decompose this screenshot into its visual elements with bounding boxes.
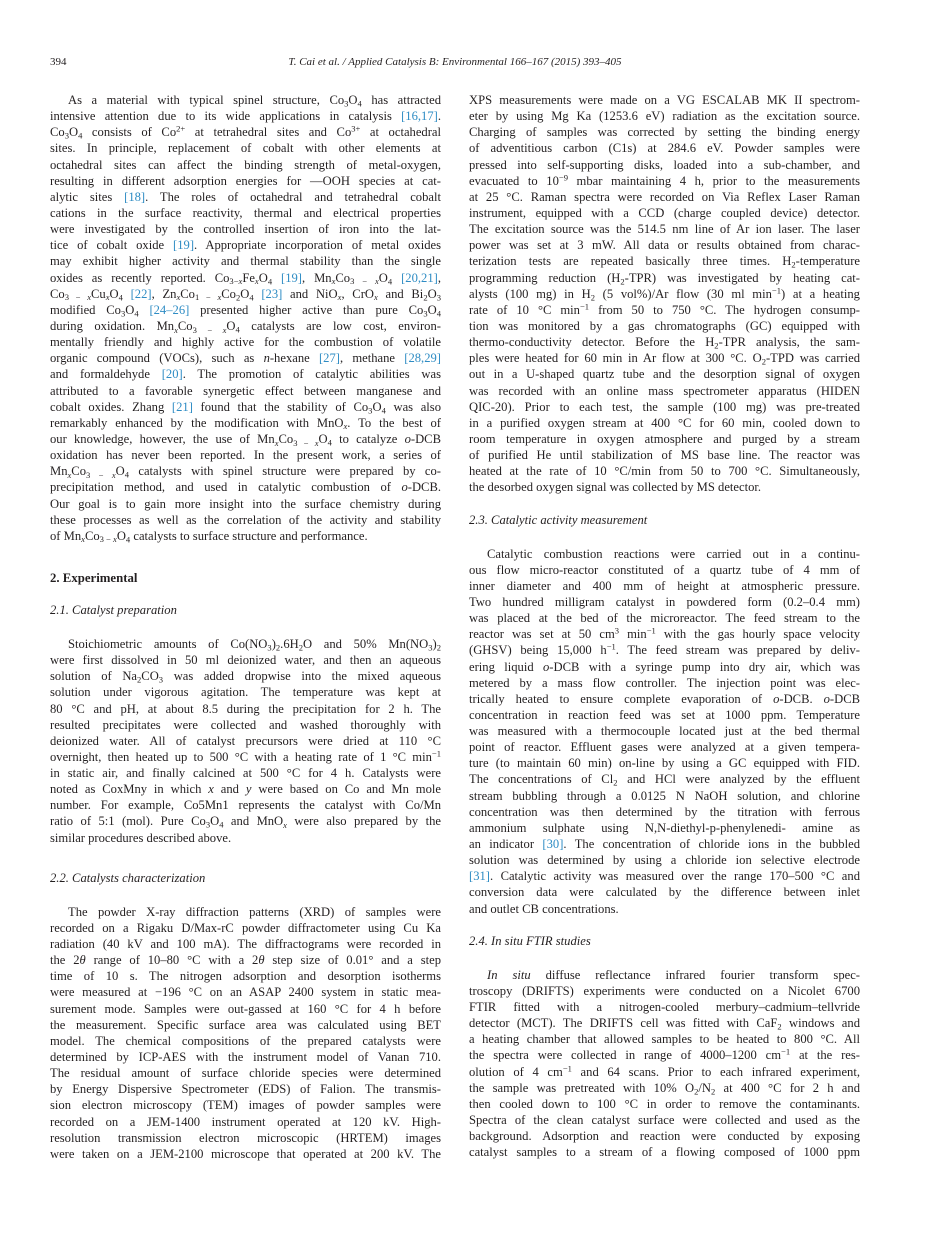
text-line: background. Adsorption and reaction were conducted by exposing [469, 1129, 860, 1144]
text-line: tion was monitored by a gas chromatographs (GC) equipped with [469, 318, 860, 333]
text-line: intensive attention due to its wide applications in catalysis [16,17]. [50, 109, 441, 124]
text-line: stream bubbling through a 0.0125 N NaOH solution, and chlorine [469, 788, 860, 803]
subscript: 2 [694, 1086, 699, 1096]
text-line: by Energy Dispersive Spectrometer (EDS) of Falion. The transmis- [50, 1082, 441, 1097]
text-line: cobalt oxides. Zhang [21] found that the stability of $Co_3O_4$ was also [50, 399, 441, 415]
paragraph [469, 92, 860, 496]
subsection-heading: 2.2. Catalysts characterization [50, 870, 206, 885]
text-line: concentration was then determined by the titration with ferrous [469, 804, 860, 819]
text-line: Charging of samples was corrected by setting the binding energy [469, 125, 860, 140]
text-line: resolution transmission electron microscopic (HRTEM) images [50, 1130, 441, 1145]
subscript [374, 292, 378, 302]
italic-text: o [823, 691, 830, 706]
text-line: reactor was set at 50 $cm^3$ $\min^{-1}$ with the gas hourly space velocity [469, 626, 860, 642]
text-line: mentally friendly and highly active for the combustion of volatile [50, 335, 441, 350]
italic-text: o [404, 431, 411, 446]
italic-text: θ [258, 953, 265, 968]
text-line: rate of 10 °C $\min^{-1}$ from 50 to 750 °C. The hydrogen consump- [469, 301, 860, 317]
citation-link[interactable]: [30] [542, 837, 564, 852]
text-line: number. For example, Co5Mn1 represents the catalyst with Co/Mn [50, 798, 441, 813]
superscript: −1 [781, 1047, 791, 1057]
text-line: troscopy (DRIFTS) experiments were conducted on a Nicolet 6700 [469, 983, 860, 998]
text-line: were taken on a JEM-2100 microscope that operated at 200 kV. The [50, 1146, 441, 1161]
text-line: $Mn_xCo_{3 - x}O_4$ catalysts with spinel structure were prepared by co- [50, 464, 441, 480]
text-line: precipitation method, and used in catalytic combustion of o-DCB. [50, 480, 441, 495]
italic-text: x [343, 421, 348, 431]
subscript: 3 [158, 674, 164, 685]
text-line: out in a U-shaped quartz tube and the desorption signal of oxygen [469, 367, 860, 382]
subscript: 2 [761, 356, 766, 367]
text-line: radiation (40 kV and 100 mA). The diffractograms were recorded in [50, 937, 441, 952]
text-line: model. The chemical compositions of the prepared catalysts were [50, 1033, 441, 1048]
text-line: was placed at the bed of the microreactor. The feed stream to the [469, 611, 860, 626]
text-line: our knowledge, however, the use of $Mn_xCo_{3 - x}O_4$ to catalyze o-DCB [50, 431, 441, 448]
subscript [176, 292, 180, 302]
subscript: 3 [267, 642, 272, 653]
text-line: resulted precipitates were collected and washed thoroughly with [50, 717, 441, 732]
subscript: 3 − x [192, 324, 227, 335]
subscript: 4 [387, 276, 393, 286]
subscript [275, 438, 279, 448]
text-line: eter by using Mg Ka (1253.6 eV) radiation as the excitation source. [469, 109, 860, 124]
italic-text: o [773, 691, 780, 706]
subscript: 2 [298, 642, 303, 653]
subsection-heading: 2.1. Catalyst preparation [50, 602, 177, 617]
section-heading: 2. Experimental [50, 570, 138, 585]
text-line: was measured with a thermocouple located just at the bed thermal [469, 724, 860, 739]
text-line: at 25 °C. Raman spectra were recorded on Via Reflex Laser Raman [469, 189, 860, 204]
text-line: Spectra of the clean catalyst surface were collected and used as the [469, 1113, 860, 1128]
subscript: 2 [613, 778, 618, 788]
subscript: 3 [205, 820, 211, 830]
text-line: overnight, then heated up to 500 °C with a heating rate of 1 °C $\min^{-1}$ [50, 748, 441, 764]
text-line: metered by a mass flow controller. The injection point was elec- [469, 675, 860, 690]
subscript: 3 − x [293, 437, 319, 448]
italic-text: x [217, 292, 222, 302]
italic-text: x [81, 534, 85, 544]
text-line: ammonium sulphate using N,N-diethyl-p-phenylenedi- amine as [469, 820, 860, 835]
text-line: the spectra were collected in range of 4000–1200 $cm^{-1}$ at the res- [469, 1047, 860, 1063]
text-line: time of 10 s. The nitrogen adsorption and desorption isotherms [50, 969, 441, 984]
subscript: 2 [791, 259, 796, 270]
subscript: 4 [124, 469, 129, 480]
subscript [343, 421, 347, 431]
text-line: and outlet CB concentrations. [469, 901, 619, 916]
text-line: were measured at −196 °C on an ASAP 2400 system in static mea- [50, 985, 441, 1000]
text-line: may exhibit higher activity and thermal stability than the single [50, 254, 441, 269]
text-line: sion electron microscopy (TEM) images of powder samples were [50, 1098, 441, 1113]
paragraph [469, 546, 860, 917]
text-line: evacuated to $10^{-9}$ mbar maintaining 4 h, prior to the measurements [469, 172, 860, 188]
citation-link[interactable]: [28,29] [404, 351, 441, 366]
citation-link[interactable]: [19] [281, 270, 302, 285]
italic-text: x [283, 820, 287, 830]
text-line: in static air, and finally calcined at 500 °C for 4 h. Catalysts were [50, 766, 441, 781]
text-line: (GHSV) being 15,000 $h^{-1}$. The feed stream was prepared by deliv- [469, 642, 860, 658]
subsection-heading: 2.3. Catalytic activity measurement [469, 512, 648, 527]
italic-text: x [331, 276, 336, 286]
subscript [174, 325, 178, 335]
text-line: terization tests are repeated basically three times. $H_2$-temperature [469, 254, 860, 270]
text-line: a heating chamber that allowed samples to be heated to 800 °C. All [469, 1032, 860, 1047]
paragraph [50, 92, 441, 544]
subscript [81, 534, 85, 544]
text-line: of adventitious carbon (C1s) at 284.6 eV. Powder samples were [469, 141, 860, 156]
text-line: of $Mn_xCo_{3 - x}O_4$ catalysts to surface structure and performance. [50, 528, 368, 544]
text-line: room temperature in oxygen atmosphere and purged by a stream [469, 431, 860, 446]
subscript: 2 [275, 642, 281, 653]
text-line: ples were heated for 60 min in Ar flow at 300 °C. $O_2$-TPD was carried [469, 351, 860, 367]
citation-link[interactable]: [22] [130, 286, 152, 301]
text-line: In situ diffuse reflectance infrared fourier transform spec- [487, 967, 860, 982]
subscript: 4 [327, 437, 332, 448]
subscript: 2 [711, 1086, 716, 1096]
subscript: 3 − x [64, 292, 91, 302]
subscript: 4 [118, 292, 123, 302]
italic-text: o [401, 480, 408, 495]
text-line: olution of 4 $cm^{-1}$ and 64 scans. Prior to each infrared experiment, [469, 1063, 860, 1079]
text-line: were investigated by the controlled insertion of iron into the lat- [50, 222, 441, 237]
subscript: 3 − x [86, 469, 116, 480]
superscript: 3 [614, 626, 620, 636]
text-line: pressed into self-supporting disks, loaded into a sub-chamber, and [469, 157, 860, 172]
left-column [50, 92, 441, 1162]
text-line: catalyst samples to a stream of a flowing composed of 1000 ppm [469, 1145, 860, 1160]
subscript: 4 [381, 405, 386, 415]
text-line: Our goal is to gain more insight into the surface chemistry during [50, 496, 441, 511]
italic-text: x [274, 437, 279, 448]
subscript [68, 470, 72, 480]
text-line: ering liquid o-DCB with a syringe pump into dry air, which was [469, 659, 860, 674]
superscript: −1 [431, 748, 441, 759]
text-line: instrument, equipped with a CCD (charge coupled device) detector. [469, 205, 860, 220]
citation-link[interactable]: [31] [469, 869, 490, 884]
text-line: cations in the surface reactivity, thermal and electrical properties [50, 205, 441, 220]
text-line: The powder X-ray diffraction patterns (XRD) of samples were [68, 904, 441, 919]
text-line: tice of cobalt oxide [19]. Appropriate incorporation of metal oxides [50, 238, 441, 253]
italic-text: x [238, 276, 243, 286]
subscript [106, 292, 110, 302]
text-line: were first dissolved in 50 ml deionized water, and then an aqueous [50, 653, 441, 668]
paragraph [469, 967, 860, 1161]
subscript: 3 [344, 98, 349, 109]
text-line: surement mode. Samples were out-gassed at 160 °C for 4 h before [50, 1001, 441, 1016]
text-line: Stoichiometric amounts of $Co(NO_3)_2.6H_2O$ and 50% $Mn(NO_3)_2$ [68, 636, 441, 653]
italic-text: x [254, 276, 259, 286]
paragraph [50, 904, 441, 1162]
superscript: −9 [558, 172, 568, 182]
subscript: 3 [436, 292, 441, 302]
subscript: 2 [777, 1021, 782, 1032]
italic-text: x [174, 324, 178, 335]
superscript: −1 [606, 642, 616, 652]
subscript: 4 [235, 324, 240, 335]
citation-link[interactable]: [16,17] [401, 109, 438, 124]
italic-text: n [263, 351, 270, 366]
text-line: of purified He until stabilization of MS base line. The reactor was [469, 448, 860, 463]
text-line: remarkably enhanced by the modification with MnO$_x$. To the best of [50, 415, 441, 431]
text-line: attributed to a favorable synergetic effect between manganese and [50, 383, 441, 398]
text-line: XPS measurements were made on a VG ESCALAB MK II spectrom- [469, 93, 860, 107]
subscript: 4 [125, 534, 131, 544]
subscript: 2 [235, 292, 241, 302]
superscript: −1 [579, 301, 590, 312]
paragraph [50, 636, 441, 846]
subscript [338, 292, 342, 302]
text-line: noted as CoxMny in which x and y were based on Co and Mn mole [50, 782, 441, 797]
subscript: 2 [436, 642, 441, 653]
subscript: 4 [267, 276, 273, 286]
text-line: conversion data were calculated by the difference between inlet [469, 885, 860, 900]
citation-link[interactable]: [20] [161, 367, 183, 382]
citation-link[interactable]: [20,21] [401, 270, 438, 285]
text-line: oxidation has never been reported. In the present work, a series of [50, 448, 441, 463]
citation-link[interactable]: [27] [318, 351, 340, 366]
running-header: T. Cai et al. / Applied Catalysis B: Environmental 166–167 (2015) 393–405 [288, 56, 622, 68]
subscript: 4 [249, 292, 254, 302]
text-line: solution was determined by using a chloride ion selective electrode [469, 853, 860, 868]
text-line: concentration in reaction feed was set at 1000 ppm. Temperature [469, 707, 860, 722]
citation-link[interactable]: [19] [173, 238, 195, 253]
right-column [469, 92, 860, 1160]
subscript: 4 [219, 820, 224, 830]
text-line: 80 °C and pH, at about 8.5 during the precipitation for 2 h. The [50, 701, 441, 716]
italic-text: x [374, 292, 378, 302]
superscript: −1 [771, 285, 781, 295]
text-line: thermo-conductivity detector. Before the $H_2$-TPR analysis, the sam- [469, 335, 860, 351]
text-line: programming reduction $(H_2-TPR)$ was investigated by heating cat- [469, 270, 860, 286]
citation-link[interactable]: [18] [124, 189, 146, 204]
italic-text: x [87, 292, 91, 302]
text-line: ous flow micro-reactor constituted of a quartz tube of 4 mm of [469, 562, 860, 577]
text-line: similar procedures described above. [50, 830, 232, 845]
text-line: sites. In principle, replacement of cobalt with other elements at [50, 141, 441, 156]
italic-text: In situ [487, 967, 531, 982]
text-line: recorded on a JEM-1400 instrument operated at 120 kV. High- [50, 1114, 441, 1129]
text-line: the sample was pretreated with 10% $O_2/N_2$ at 400 °C for 2 h and [469, 1080, 860, 1096]
subscript: 2 [423, 292, 428, 302]
italic-text: x [111, 469, 116, 480]
text-line: during oxidation. $Mn_xCo_{3 - x}O_4$ catalysts are low cost, environ- [50, 318, 441, 335]
text-line: Catalytic combustion reactions were carried out in a continu- [487, 546, 860, 561]
text-line: The residual amount of surface chloride species were determined [50, 1066, 441, 1081]
text-line: alytic sites [18]. The roles of octahedral and tetrahedral cobalt [50, 189, 441, 204]
superscript: −1 [562, 1063, 572, 1073]
superscript: 3+ [351, 124, 361, 134]
text-line: and formaldehyde [20]. The promotion of catalytic abilities was [50, 367, 441, 382]
text-line: detector (MCT). The DRIFTS cell was fitted with CaF$_2$ windows and [469, 1016, 860, 1032]
text-line: solution of $Na_2CO_3$ was added dropwise into the mixed aqueous [50, 669, 441, 685]
text-line: organic compound (VOCs), such as n-hexane [27], methane [28,29] [50, 351, 441, 366]
italic-text: θ [79, 953, 86, 968]
subscript: 3 [64, 130, 69, 141]
text-line: octahedral sites can affect the binding strength of metal-oxygen, [50, 157, 441, 172]
text-line: QIC-20). Prior to each test, the sample (100 mg) was pre-treated [469, 399, 860, 414]
subscript [255, 276, 259, 286]
italic-text: x [208, 782, 214, 797]
italic-text: x [176, 292, 181, 302]
text-line: As a material with typical spinel structure, $Co_3O_4$ has attracted [68, 93, 441, 109]
subscript: 2 [137, 674, 142, 685]
text-line: point of reactor. Effluent gases were analyzed at a given tempera- [469, 740, 860, 755]
text-line: FTIR fitted with a nitrogen-cooled merbury–cadmium–tellvride [469, 1000, 860, 1015]
subscript: 3 [423, 308, 428, 318]
subscript: 3 − x [99, 534, 117, 544]
text-line: The excitation source was the 514.5 nm line of Ar ion laser. The laser [469, 222, 860, 237]
text-line: heated at the rate of 10 °C/min from 50 to 700 °C. Simultaneously, [469, 464, 860, 479]
subscript: 3 [368, 405, 373, 415]
subsection-heading: 2.4. In situ FTIR studies [469, 933, 591, 948]
text-line: recorded on a Rigaku D/Max-rC powder diffractometer using Cu Ka [50, 920, 441, 935]
subscript: 4 [78, 130, 83, 141]
subscript: 3 [428, 642, 433, 653]
text-line: these processes as well as the correlation of the activity and stability [50, 512, 441, 527]
text-line: in a purified oxygen stream at 400 °C for 60 min, cooled down to [469, 415, 860, 430]
subscript: 2 [620, 276, 625, 286]
text-line: determined by ICP-AES with the instrument model of Vanan 710. [50, 1050, 441, 1065]
italic-text: x [113, 534, 117, 544]
subscript: 3 − x [350, 276, 379, 286]
text-line: power was set at 3 mW. All data or results obtained from charac- [469, 238, 860, 253]
text-line: $Co_{3 - x}Cu_xO_4$ [22], $Zn_xCo_{1 - x}Co_2O_4$ [23] and NiO$_x$, CrO$_x$ and $Bi_2O_3$ [50, 286, 441, 302]
subscript: 4 [134, 308, 139, 318]
italic-text: x [222, 324, 227, 335]
subscript: 3−x [229, 276, 243, 286]
page-number: 394 [50, 56, 67, 68]
text-line: solution under vigorous agitation. The temperature was kept at [50, 685, 441, 700]
italic-text: y [245, 782, 252, 797]
text-line: The concentrations of $Cl_2$ and HCl were analyzed by the effluent [469, 772, 860, 788]
superscript: 2+ [176, 124, 186, 134]
text-line: inner diameter and 400 mm of height at atmospheric pressure. [469, 578, 860, 593]
subscript: 3 [120, 308, 126, 318]
citation-link[interactable]: [24–26] [149, 302, 190, 317]
text-line: trically heated to ensure complete evaporation of o-DCB. o-DCB [469, 691, 860, 706]
text-line: [31]. Catalytic activity was measured over the range 170–500 °C and [469, 869, 860, 884]
text-line: ture (to maintain 60 min) on-line by using a GC equipped with FID. [469, 756, 860, 771]
italic-text: x [337, 292, 342, 302]
text-line: the measurement. Specific surface area was calculated using BET [50, 1017, 441, 1032]
text-line: the 2θ range of 10–80 °C with a 2θ step size of 0.01° and a step [50, 953, 441, 968]
text-line: deionized water. All of catalyst precursors were dried at 110 °C [50, 733, 441, 748]
italic-text: x [105, 292, 110, 302]
italic-text: o [542, 659, 550, 674]
text-line: then cooled down to 100 °C in order to remove the contaminants. [469, 1096, 860, 1111]
text-line: an indicator [30]. The concentration of chloride ions in the bubbled [469, 837, 860, 852]
text-line: ratio of 5:1 (mol). Pure $Co_3O_4$ and MnO$_x$ were also prepared by the [50, 814, 441, 830]
text-line: $Co_3O_4$ consists of $Co^{2+}$ at tetrahedral sites and $Co^{3+}$ at octahedral [50, 124, 441, 141]
text-line: modified $Co_3O_4$ [24–26] presented higher active than pure $Co_3O_4$ [50, 302, 441, 318]
text-line: Two hundred milligram catalyst in powdered form (0.2–0.4 mm) [469, 594, 860, 609]
text-line: alysts (100 mg) in $H_2$ (5 vol%)/Ar flow (30 ml $\min^{-1}$) at a heating [469, 285, 860, 302]
citation-link[interactable]: [21] [171, 399, 193, 414]
subscript: 1 − x [194, 292, 222, 302]
italic-text: x [67, 469, 72, 480]
subscript: 2 [714, 340, 719, 351]
subscript: 2 [590, 292, 595, 302]
text-line: the desorbed oxygen signal was collected by MS detector. [469, 480, 762, 495]
subscript [332, 276, 336, 286]
citation-link[interactable]: [23] [261, 286, 283, 301]
superscript: −1 [646, 626, 656, 636]
text-line: was recorded with an online mass spectrometer apparatus (HIDEN [469, 383, 860, 398]
subscript: 4 [357, 98, 362, 109]
subscript: 4 [436, 308, 441, 318]
text-line: resulting in different adsorption energies for —OOH species at cat- [50, 173, 441, 188]
italic-text: x [314, 437, 319, 448]
italic-text: x [375, 276, 379, 286]
text-line: oxides as recently reported. $Co_{3-x}Fe_xO_4$ [19], $Mn_xCo_{3 - x}O_4$ [20,21], [50, 270, 441, 286]
subscript [283, 820, 287, 830]
